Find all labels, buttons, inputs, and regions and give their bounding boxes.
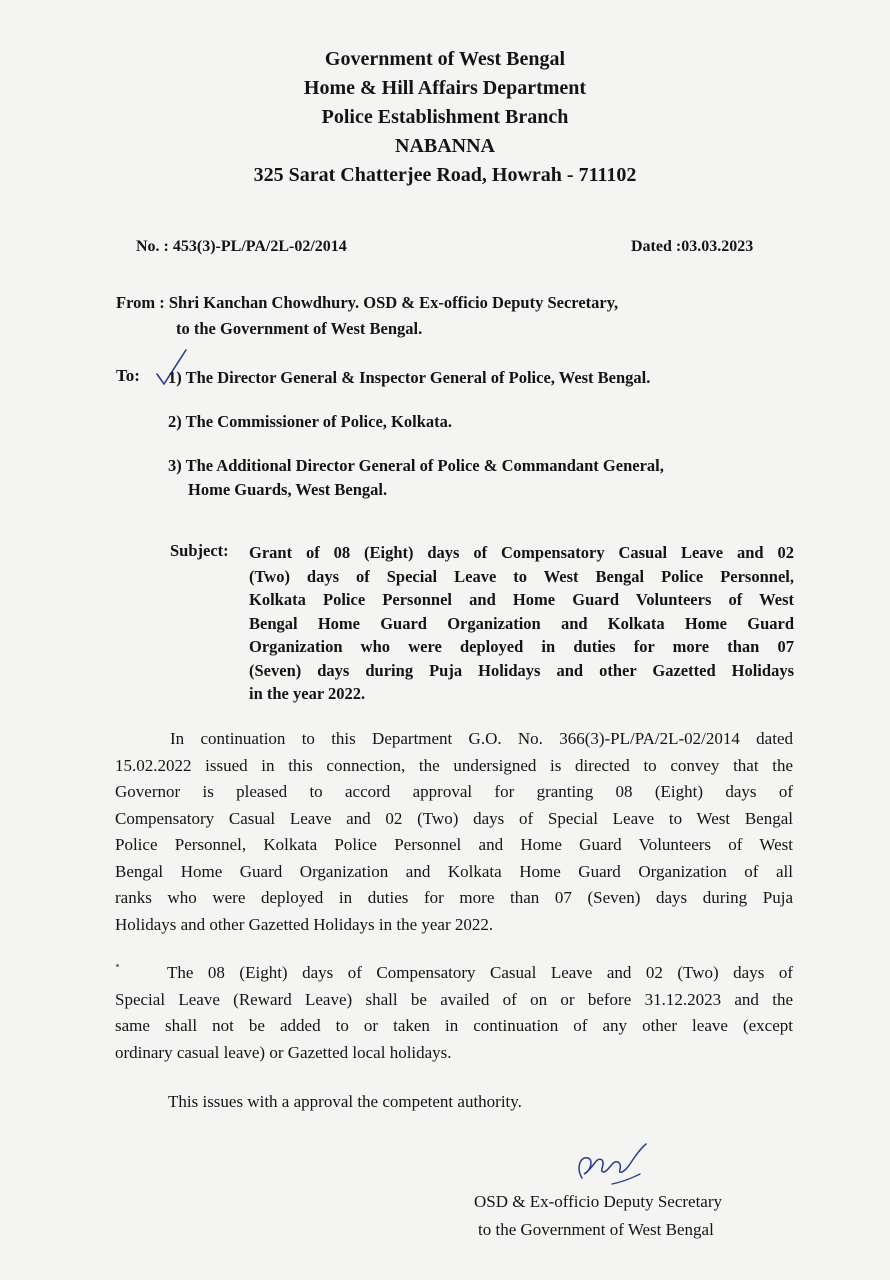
letterhead-address: 325 Sarat Chatterjee Road, Howrah - 711102 — [253, 164, 637, 186]
memo-number: No. : 453(3)-PL/PA/2L-02/2014 — [136, 238, 347, 255]
letterhead-department: Home & Hill Affairs Department — [303, 77, 587, 99]
memo-date: Dated :03.03.2023 — [631, 238, 754, 255]
to-recipient-1: 1) The Director General & Inspector General of Police, West Bengal. — [168, 368, 651, 387]
paragraph-line: ranks who were deployed in duties for more than 07 (Seven) days during Puja — [115, 888, 793, 907]
closing-line: This issues with a approval the competent authority. — [168, 1092, 522, 1111]
paragraph-line: Bengal Home Guard Organization and Kolkata Home Guard Organization of all — [115, 861, 793, 881]
paragraph-line: In continuation to this Department G.O. No. 366(3)-PL/PA/2L-02/2014 dated — [170, 729, 793, 748]
subject-line: Kolkata Police Personnel and Home Guard Volunteers of West — [249, 590, 794, 609]
subject-line: (Seven) days during Puja Holidays and other Gazetted Holidays — [249, 660, 794, 680]
paragraph-line: same shall not be added to or taken in continuation of any other leave (except — [115, 1016, 793, 1035]
to-recipient-3-line-2: Home Guards, West Bengal. — [188, 480, 388, 499]
paragraph-line: Holidays and other Gazetted Holidays in the year 2022. — [115, 914, 494, 934]
subject-line: Bengal Home Guard Organization and Kolkata Home Guard — [249, 613, 794, 633]
letterhead-government: Government of West Bengal — [324, 48, 566, 70]
subject-line: in the year 2022. — [249, 684, 366, 703]
paragraph-line: ordinary casual leave) or Gazetted local holidays. — [115, 1042, 452, 1062]
subject-line: Organization who were deployed in duties for more than 07 — [249, 637, 794, 656]
paragraph-line: Compensatory Casual Leave and 02 (Two) days of Special Leave to West Bengal — [115, 808, 793, 828]
signatory-designation: OSD & Ex-officio Deputy Secretary — [474, 1192, 723, 1211]
subject-line: (Two) days of Special Leave to West Bengal Police Personnel, — [249, 566, 794, 586]
signatory-government: to the Government of West Bengal — [478, 1220, 714, 1239]
to-label: To: — [116, 366, 140, 385]
paragraph-line: Governor is pleased to accord approval for granting 08 (Eight) days of — [115, 782, 793, 801]
paragraph-line: Special Leave (Reward Leave) shall be availed of on or before 31.12.2023 and the — [115, 989, 793, 1009]
letterhead — [0, 45, 890, 190]
paragraph-line: Police Personnel, Kolkata Police Personnel and Home Guard Volunteers of West — [115, 835, 793, 854]
to-recipient-3 — [168, 454, 664, 502]
from-block — [116, 290, 618, 342]
from-line-1: From : Shri Kanchan Chowdhury. OSD & Ex-officio Deputy Secretary, — [116, 293, 619, 312]
from-line-2: to the Government of West Bengal. — [176, 319, 423, 338]
handwritten-signature-icon — [572, 1138, 662, 1190]
to-recipient-2: 2) The Commissioner of Police, Kolkata. — [168, 412, 452, 431]
subject-line: Grant of 08 (Eight) days of Compensatory Casual Leave and 02 — [249, 543, 794, 562]
paragraph-line: 15.02.2022 issued in this connection, the undersigned is directed to convey that the — [115, 755, 793, 775]
body-paragraph-2 — [115, 960, 793, 1066]
signature-block — [474, 1188, 722, 1244]
subject-text — [249, 541, 794, 706]
letterhead-branch: Police Establishment Branch — [321, 106, 569, 128]
paragraph-line: The 08 (Eight) days of Compensatory Casual Leave and 02 (Two) days of — [167, 963, 793, 982]
letterhead-building: NABANNA — [395, 135, 495, 157]
to-recipient-3-line-1: 3) The Additional Director General of Police & Commandant General, — [168, 456, 664, 475]
subject-label: Subject: — [170, 541, 229, 560]
body-paragraph-1 — [115, 726, 793, 938]
